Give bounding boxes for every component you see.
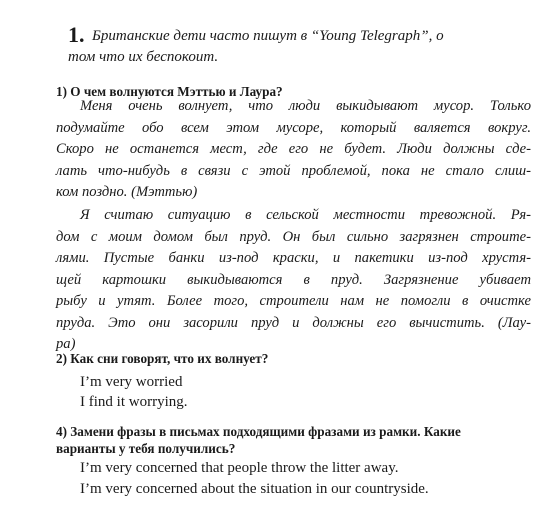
laura-line-2: дом с моим домом был пруд. Он был сильно загрязнен строите- <box>56 228 531 245</box>
question-2-heading: 2) Как сни говорят, что их волнует? <box>56 351 269 366</box>
question-4-line-1: 4) Замени фразы в письмах подходящими фразами из рамки. Какие <box>56 424 461 439</box>
answer-worried: I’m very worried <box>80 374 183 390</box>
answer-concerned-countryside: I’m very concerned about the situation in our countryside. <box>80 481 429 497</box>
laura-letter <box>56 205 531 356</box>
matthew-line-5: ком поздно. (Мэттью) <box>56 184 198 200</box>
exercise-header <box>68 22 530 68</box>
answer-concerned-litter: I’m very concerned that people throw the litter away. <box>80 460 399 476</box>
matthew-line-1: Меня очень волнует, что люди выкидывают мусор. Только <box>80 98 531 114</box>
laura-line-1: Я считаю ситуацию в сельской местности тревожной. Ря- <box>80 207 531 223</box>
matthew-line-2: подумайте обо всем этом мусоре, который валяется вокруг. <box>56 119 531 136</box>
laura-line-6: пруда. Это они засорили пруд и должны его вычистить. (Лау- <box>56 314 531 331</box>
laura-line-4: щей картошки выкидываются в пруд. Загрязнение убивает <box>56 271 531 288</box>
answer-find-worrying: I find it worrying. <box>80 394 188 410</box>
laura-line-7: ра) <box>56 336 76 352</box>
matthew-line-3: Скоро не останется мест, где его не будет. Люди должны сде- <box>56 141 531 157</box>
exercise-number: 1. <box>68 22 85 47</box>
laura-line-3: лями. Пустые банки из-под краски, и пакетики из-под хрустя- <box>56 250 531 266</box>
matthew-line-4: лать что-нибудь в связи с этой проблемой, пока не стало слиш- <box>56 162 531 179</box>
laura-line-5: рыбу и утят. Более того, строители нам не помогли в очистке <box>56 293 531 309</box>
exercise-intro-line-2: том что их беспокоит. <box>68 49 219 65</box>
exercise-intro <box>68 26 530 68</box>
matthew-letter <box>56 96 531 204</box>
exercise-intro-line-1: Британские дети часто пишут в “Young Telegraph”, о <box>92 28 444 44</box>
question-4-line-2: варианты у тебя получились? <box>56 441 236 456</box>
question-4-heading <box>56 423 531 457</box>
question-1-heading: 1) О чем волнуются Мэттью и Лаура? <box>56 84 283 99</box>
